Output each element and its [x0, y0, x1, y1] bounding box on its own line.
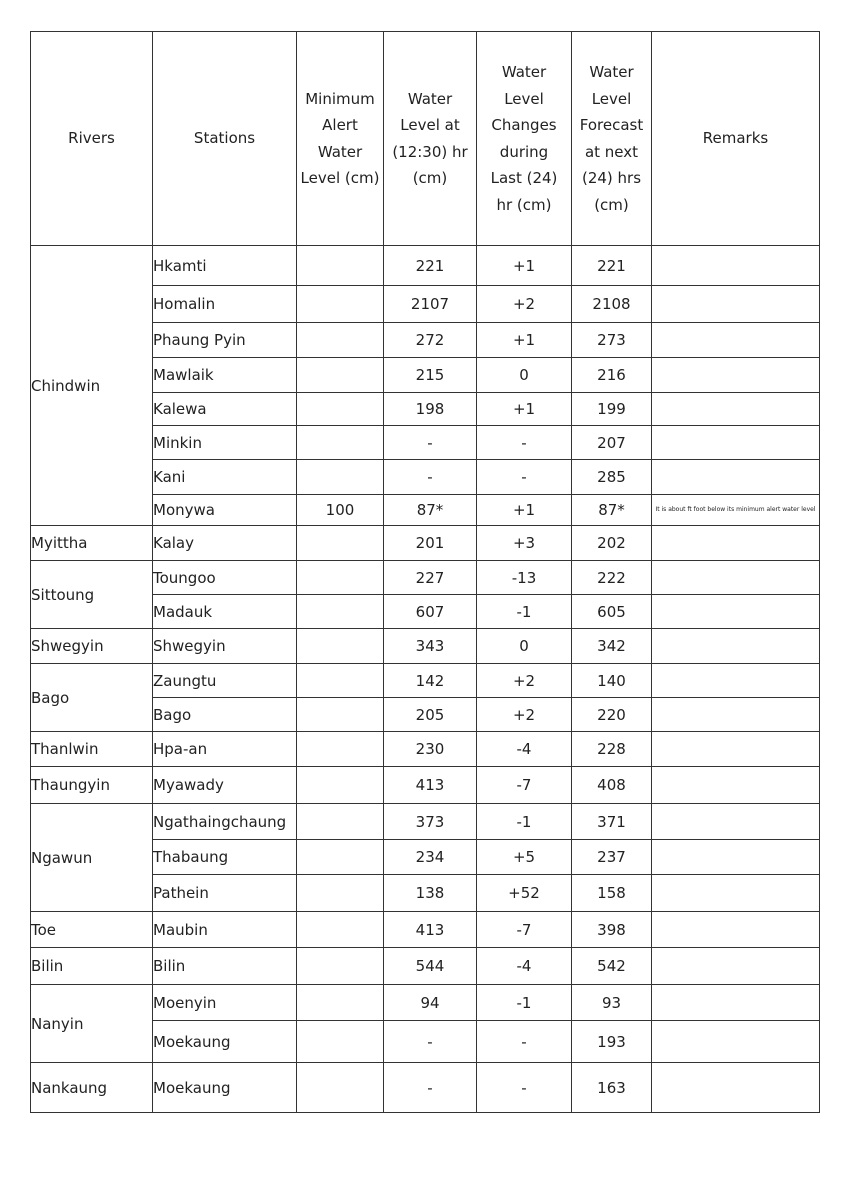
remarks-cell — [652, 1063, 820, 1113]
header-water-level: Water Level at (12:30) hr (cm) — [384, 32, 477, 246]
station-name-cell: Kani — [153, 460, 297, 495]
station-name-cell: Kalewa — [153, 393, 297, 426]
forecast-cell: 408 — [572, 767, 652, 804]
station-name-cell: Madauk — [153, 595, 297, 629]
change-cell: +1 — [477, 393, 572, 426]
change-cell: +2 — [477, 664, 572, 698]
remarks-cell — [652, 286, 820, 323]
water-level-cell: 198 — [384, 393, 477, 426]
forecast-cell: 216 — [572, 358, 652, 393]
water-level-cell: - — [384, 1063, 477, 1113]
table-row — [31, 985, 820, 1021]
forecast-cell: 93 — [572, 985, 652, 1021]
table-row — [31, 732, 820, 767]
change-cell: - — [477, 1063, 572, 1113]
table-row — [31, 767, 820, 804]
water-level-cell: 94 — [384, 985, 477, 1021]
remarks-cell — [652, 985, 820, 1021]
remarks-cell — [652, 460, 820, 495]
remarks-cell — [652, 664, 820, 698]
station-name-cell: Moenyin — [153, 985, 297, 1021]
station-name-cell: Mawlaik — [153, 358, 297, 393]
min-alert-cell — [297, 767, 384, 804]
header-stations: Stations — [153, 32, 297, 246]
station-name-cell: Monywa — [153, 495, 297, 526]
change-cell: -1 — [477, 804, 572, 840]
remarks-cell — [652, 426, 820, 460]
change-cell: -7 — [477, 912, 572, 948]
remarks-cell — [652, 246, 820, 286]
change-cell: -1 — [477, 595, 572, 629]
remarks-cell — [652, 875, 820, 912]
change-cell: +1 — [477, 246, 572, 286]
forecast-cell: 220 — [572, 698, 652, 732]
river-name-cell: Ngawun — [31, 804, 153, 912]
river-name-cell: Chindwin — [31, 246, 153, 526]
change-cell: - — [477, 1021, 572, 1063]
water-level-cell: - — [384, 460, 477, 495]
min-alert-cell — [297, 840, 384, 875]
min-alert-cell — [297, 804, 384, 840]
change-cell: +3 — [477, 526, 572, 561]
change-cell: -1 — [477, 985, 572, 1021]
remarks-cell — [652, 629, 820, 664]
min-alert-cell — [297, 912, 384, 948]
forecast-cell: 285 — [572, 460, 652, 495]
water-level-cell: 230 — [384, 732, 477, 767]
forecast-cell: 342 — [572, 629, 652, 664]
remarks-cell — [652, 526, 820, 561]
river-name-cell: Thaungyin — [31, 767, 153, 804]
station-name-cell: Maubin — [153, 912, 297, 948]
water-level-cell: 215 — [384, 358, 477, 393]
station-name-cell: Bago — [153, 698, 297, 732]
forecast-cell: 199 — [572, 393, 652, 426]
change-cell: +1 — [477, 323, 572, 358]
station-name-cell: Minkin — [153, 426, 297, 460]
change-cell: +52 — [477, 875, 572, 912]
change-cell: - — [477, 460, 572, 495]
remarks-cell — [652, 804, 820, 840]
remarks-cell — [652, 595, 820, 629]
station-name-cell: Homalin — [153, 286, 297, 323]
table-row — [31, 561, 820, 595]
forecast-cell: 193 — [572, 1021, 652, 1063]
water-level-cell: - — [384, 426, 477, 460]
remarks-cell — [652, 561, 820, 595]
river-name-cell: Bilin — [31, 948, 153, 985]
table-row — [31, 1063, 820, 1113]
min-alert-cell — [297, 526, 384, 561]
table-row — [31, 629, 820, 664]
forecast-cell: 222 — [572, 561, 652, 595]
change-cell: - — [477, 426, 572, 460]
min-alert-cell — [297, 323, 384, 358]
water-level-cell: 373 — [384, 804, 477, 840]
min-alert-cell — [297, 698, 384, 732]
min-alert-cell — [297, 561, 384, 595]
river-name-cell: Myittha — [31, 526, 153, 561]
min-alert-cell — [297, 629, 384, 664]
forecast-cell: 207 — [572, 426, 652, 460]
remarks-cell — [652, 1021, 820, 1063]
water-level-cell: 142 — [384, 664, 477, 698]
station-name-cell: Moekaung — [153, 1021, 297, 1063]
station-name-cell: Shwegyin — [153, 629, 297, 664]
water-level-cell: 227 — [384, 561, 477, 595]
min-alert-cell — [297, 875, 384, 912]
water-level-cell: 272 — [384, 323, 477, 358]
change-cell: +5 — [477, 840, 572, 875]
min-alert-cell — [297, 664, 384, 698]
forecast-cell: 542 — [572, 948, 652, 985]
remarks-cell — [652, 358, 820, 393]
water-level-cell: 544 — [384, 948, 477, 985]
water-level-cell: 201 — [384, 526, 477, 561]
min-alert-cell: 100 — [297, 495, 384, 526]
station-name-cell: Moekaung — [153, 1063, 297, 1113]
forecast-cell: 221 — [572, 246, 652, 286]
river-name-cell: Thanlwin — [31, 732, 153, 767]
water-level-cell: 138 — [384, 875, 477, 912]
water-level-cell: 343 — [384, 629, 477, 664]
min-alert-cell — [297, 732, 384, 767]
forecast-cell: 273 — [572, 323, 652, 358]
change-cell: 0 — [477, 358, 572, 393]
forecast-cell: 163 — [572, 1063, 652, 1113]
change-cell: +2 — [477, 698, 572, 732]
remarks-cell — [652, 732, 820, 767]
river-name-cell: Bago — [31, 664, 153, 732]
change-cell: -13 — [477, 561, 572, 595]
forecast-cell: 398 — [572, 912, 652, 948]
table-row — [31, 804, 820, 840]
forecast-cell: 605 — [572, 595, 652, 629]
forecast-cell: 371 — [572, 804, 652, 840]
min-alert-cell — [297, 393, 384, 426]
header-changes: Water Level Changes during Last (24) hr (cm) — [477, 32, 572, 246]
water-level-cell: 234 — [384, 840, 477, 875]
header-min-alert: Minimum Alert Water Level (cm) — [297, 32, 384, 246]
header-row — [31, 32, 820, 246]
min-alert-cell — [297, 426, 384, 460]
table-row — [31, 664, 820, 698]
min-alert-cell — [297, 985, 384, 1021]
water-level-cell: 2107 — [384, 286, 477, 323]
min-alert-cell — [297, 948, 384, 985]
table-row — [31, 526, 820, 561]
river-name-cell: Toe — [31, 912, 153, 948]
river-name-cell: Nanyin — [31, 985, 153, 1063]
table-row — [31, 912, 820, 948]
table-row — [31, 948, 820, 985]
min-alert-cell — [297, 460, 384, 495]
forecast-cell: 158 — [572, 875, 652, 912]
water-level-table — [30, 31, 820, 1113]
water-level-cell: 87* — [384, 495, 477, 526]
station-name-cell: Hpa-an — [153, 732, 297, 767]
forecast-cell: 237 — [572, 840, 652, 875]
remarks-cell: It is about ft foot below its minimum alert water level — [652, 495, 820, 526]
forecast-cell: 140 — [572, 664, 652, 698]
river-name-cell: Shwegyin — [31, 629, 153, 664]
header-forecast: Water Level Forecast at next (24) hrs (cm) — [572, 32, 652, 246]
water-level-cell: 205 — [384, 698, 477, 732]
change-cell: 0 — [477, 629, 572, 664]
station-name-cell: Toungoo — [153, 561, 297, 595]
table-header — [31, 32, 820, 246]
station-name-cell: Zaungtu — [153, 664, 297, 698]
river-name-cell: Sittoung — [31, 561, 153, 629]
table-body — [31, 246, 820, 1113]
remarks-cell — [652, 767, 820, 804]
forecast-cell: 87* — [572, 495, 652, 526]
min-alert-cell — [297, 1021, 384, 1063]
change-cell: -7 — [477, 767, 572, 804]
water-level-cell: - — [384, 1021, 477, 1063]
remarks-cell — [652, 698, 820, 732]
min-alert-cell — [297, 358, 384, 393]
station-name-cell: Myawady — [153, 767, 297, 804]
change-cell: +2 — [477, 286, 572, 323]
min-alert-cell — [297, 595, 384, 629]
min-alert-cell — [297, 286, 384, 323]
station-name-cell: Kalay — [153, 526, 297, 561]
water-level-cell: 413 — [384, 912, 477, 948]
min-alert-cell — [297, 246, 384, 286]
station-name-cell: Hkamti — [153, 246, 297, 286]
station-name-cell: Thabaung — [153, 840, 297, 875]
change-cell: -4 — [477, 732, 572, 767]
header-remarks: Remarks — [652, 32, 820, 246]
remarks-cell — [652, 912, 820, 948]
water-level-cell: 221 — [384, 246, 477, 286]
remarks-cell — [652, 393, 820, 426]
water-level-cell: 607 — [384, 595, 477, 629]
river-name-cell: Nankaung — [31, 1063, 153, 1113]
remarks-cell — [652, 840, 820, 875]
station-name-cell: Pathein — [153, 875, 297, 912]
water-level-cell: 413 — [384, 767, 477, 804]
min-alert-cell — [297, 1063, 384, 1113]
forecast-cell: 2108 — [572, 286, 652, 323]
remarks-cell — [652, 948, 820, 985]
forecast-cell: 228 — [572, 732, 652, 767]
station-name-cell: Phaung Pyin — [153, 323, 297, 358]
header-rivers: Rivers — [31, 32, 153, 246]
station-name-cell: Bilin — [153, 948, 297, 985]
forecast-cell: 202 — [572, 526, 652, 561]
table-row — [31, 246, 820, 286]
remarks-cell — [652, 323, 820, 358]
change-cell: +1 — [477, 495, 572, 526]
station-name-cell: Ngathaingchaung — [153, 804, 297, 840]
change-cell: -4 — [477, 948, 572, 985]
